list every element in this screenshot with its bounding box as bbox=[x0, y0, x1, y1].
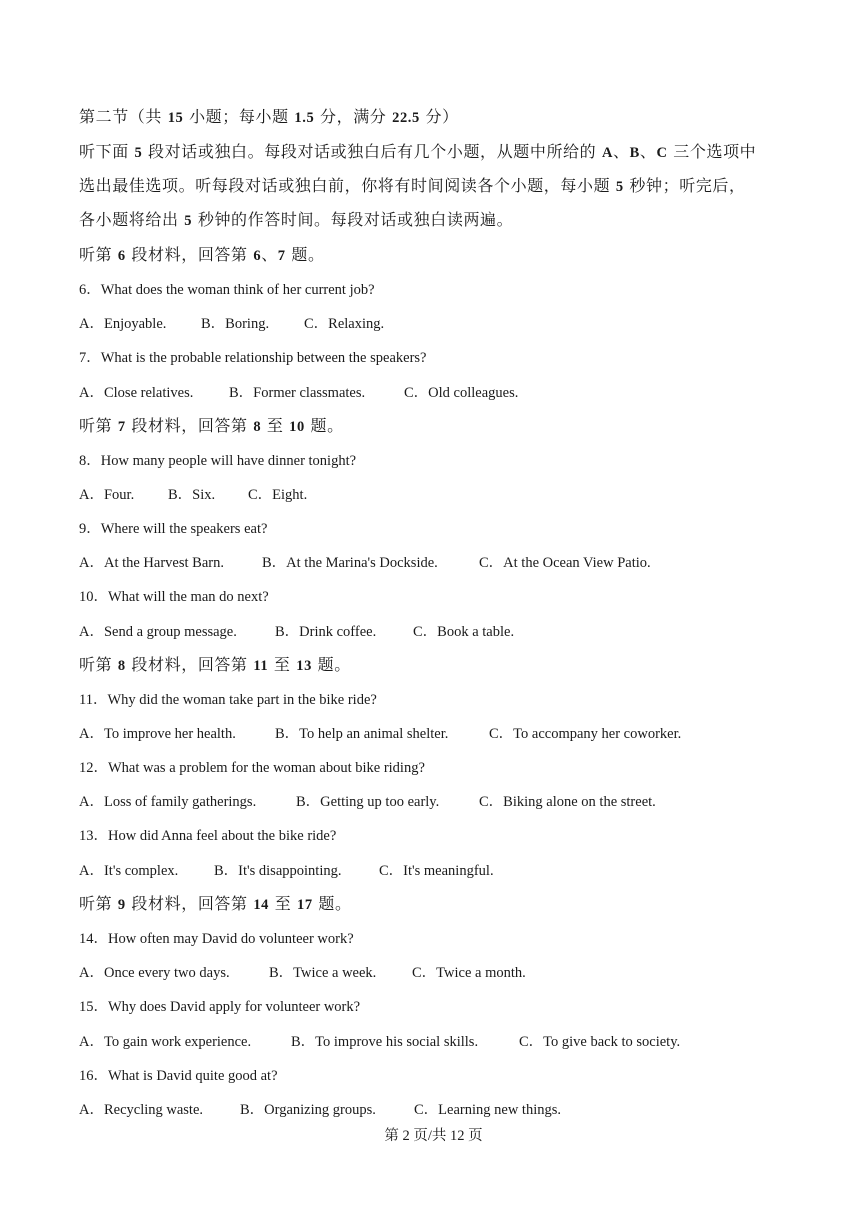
question-10: 10．What will the man do next? bbox=[79, 589, 269, 605]
instructions-line-3: 各小题将给出 5 秒钟的作答时间。每段对话或独白读两遍。 bbox=[79, 210, 514, 229]
question-14-options bbox=[79, 961, 526, 982]
option-b: B．It's disappointing. bbox=[214, 863, 342, 879]
option-b: B．Former classmates. bbox=[229, 385, 366, 401]
question-6-options bbox=[79, 312, 384, 333]
option-a: A．Once every two days. bbox=[79, 965, 230, 981]
question-12-options bbox=[79, 790, 656, 811]
section-header: 第二节（共 15 小题；每小题 1.5 分，满分 22.5 分） bbox=[79, 107, 459, 126]
option-c: C．Learning new things. bbox=[414, 1102, 561, 1118]
option-c: C．To accompany her coworker. bbox=[489, 726, 682, 742]
option-c: C．Old colleagues. bbox=[404, 385, 519, 401]
option-b: B．To improve his social skills. bbox=[291, 1034, 479, 1050]
question-10-options bbox=[79, 620, 514, 641]
option-c: C．It's meaningful. bbox=[379, 863, 494, 879]
option-b: B．Organizing groups. bbox=[240, 1102, 376, 1118]
option-b: B．Twice a week. bbox=[269, 965, 377, 981]
option-c: C．Twice a month. bbox=[412, 965, 526, 981]
material-6-heading: 听第 6 段材料，回答第 6、7 题。 bbox=[79, 245, 325, 264]
option-a: A．Enjoyable. bbox=[79, 316, 167, 332]
option-a: A．It's complex. bbox=[79, 863, 179, 879]
question-9-options bbox=[79, 551, 651, 572]
option-c: C．At the Ocean View Patio. bbox=[479, 555, 651, 571]
option-a: A．At the Harvest Barn. bbox=[79, 555, 224, 571]
question-15-options bbox=[79, 1030, 680, 1051]
material-7-heading: 听第 7 段材料，回答第 8 至 10 题。 bbox=[79, 416, 344, 435]
question-6: 6．What does the woman think of her current job? bbox=[79, 282, 375, 298]
question-11: 11．Why did the woman take part in the bike ride? bbox=[79, 692, 377, 708]
option-b: B．Getting up too early. bbox=[296, 794, 440, 810]
question-7-options bbox=[79, 381, 518, 402]
option-c: C．To give back to society. bbox=[519, 1034, 681, 1050]
option-a: A．Four. bbox=[79, 487, 135, 503]
question-13-options bbox=[79, 859, 494, 880]
option-a: A．To gain work experience. bbox=[79, 1034, 252, 1050]
question-9: 9．Where will the speakers eat? bbox=[79, 521, 268, 537]
option-a: A．Recycling waste. bbox=[79, 1102, 204, 1118]
option-b: B．Drink coffee. bbox=[275, 624, 377, 640]
question-8-options bbox=[79, 483, 307, 504]
option-a: A．To improve her health. bbox=[79, 726, 236, 742]
option-b: B．Boring. bbox=[201, 316, 270, 332]
option-c: C．Book a table. bbox=[413, 624, 515, 640]
page-number-footer: 第 2 页/共 12 页 bbox=[384, 1128, 483, 1144]
question-8: 8．How many people will have dinner tonight? bbox=[79, 453, 357, 469]
option-b: B．To help an animal shelter. bbox=[275, 726, 449, 742]
question-7: 7．What is the probable relationship between the speakers? bbox=[79, 350, 427, 366]
instructions-line-1: 听下面 5 段对话或独白。每段对话或独白后有几个小题，从题中所给的 A、B、C 三个选项中 bbox=[79, 142, 757, 161]
option-c: C．Relaxing. bbox=[304, 316, 385, 332]
material-9-heading: 听第 9 段材料，回答第 14 至 17 题。 bbox=[79, 894, 352, 913]
option-b: B．At the Marina's Dockside. bbox=[262, 555, 438, 571]
question-12: 12．What was a problem for the woman about bike riding? bbox=[79, 760, 425, 776]
question-11-options bbox=[79, 722, 681, 743]
option-c: C．Biking alone on the street. bbox=[479, 794, 656, 810]
option-a: A．Loss of family gatherings. bbox=[79, 794, 257, 810]
option-c: C．Eight. bbox=[248, 487, 308, 503]
instructions-line-2: 选出最佳选项。听每段对话或独白前，你将有时间阅读各个小题，每小题 5 秒钟；听完后， bbox=[79, 176, 746, 195]
question-16: 16．What is David quite good at? bbox=[79, 1068, 278, 1084]
question-15: 15．Why does David apply for volunteer work? bbox=[79, 999, 361, 1015]
question-16-options bbox=[79, 1098, 561, 1119]
material-8-heading: 听第 8 段材料，回答第 11 至 13 题。 bbox=[79, 655, 351, 674]
question-14: 14．How often may David do volunteer work? bbox=[79, 931, 354, 947]
option-a: A．Close relatives. bbox=[79, 385, 194, 401]
option-a: A．Send a group message. bbox=[79, 624, 237, 640]
option-b: B．Six. bbox=[168, 487, 216, 503]
question-13: 13．How did Anna feel about the bike ride? bbox=[79, 828, 337, 844]
